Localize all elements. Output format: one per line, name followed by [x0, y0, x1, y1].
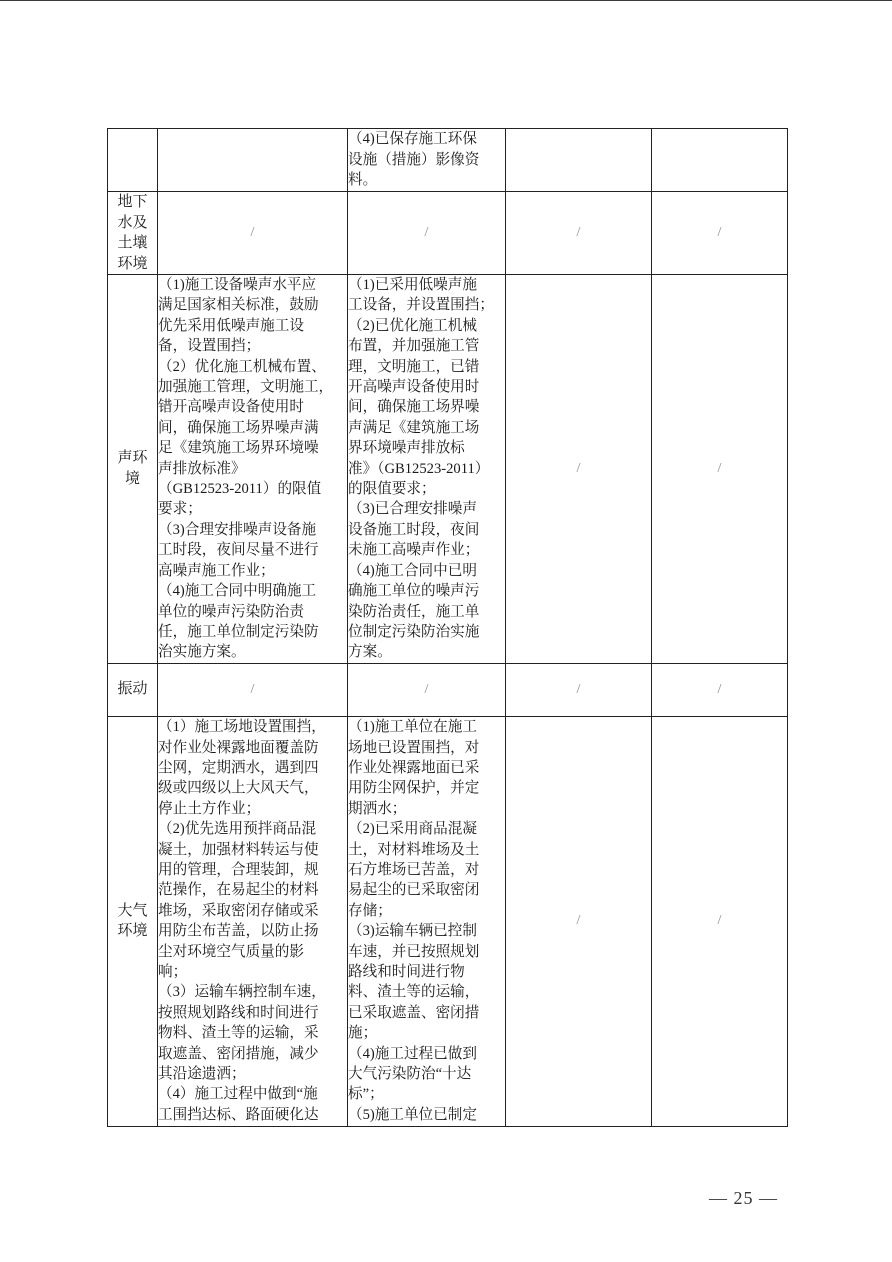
category-cell: [108, 275, 158, 664]
not-applicable-mark: /: [424, 681, 429, 697]
text-line: 路线和时间进行物: [348, 964, 465, 981]
text-line: 备，设置围挡；: [158, 338, 261, 355]
column-4-cell: [506, 663, 652, 716]
table-row: [108, 192, 788, 275]
text-line: 错开高噪声设备使用时: [158, 399, 304, 416]
not-applicable-mark: /: [717, 225, 722, 240]
column-4-text: [506, 459, 651, 479]
category-cell: [108, 716, 158, 1126]
requirement-cell: [158, 275, 348, 664]
column-5-text: [652, 911, 787, 931]
text-line: 停止土方作业；: [158, 800, 261, 817]
not-applicable-mark: /: [250, 681, 255, 697]
text-line: 车速，并已按照规划: [348, 943, 480, 960]
text-line: （3)已合理安排噪声: [348, 501, 477, 518]
text-line: 界环境噪声排放标: [348, 440, 465, 457]
text-line: 准》（GB12523-2011）: [348, 460, 490, 477]
text-line: （2）优化施工机械布置、: [158, 358, 326, 375]
text-line: 布置，并加强施工管: [348, 338, 480, 355]
category-label: [108, 901, 157, 942]
column-4-text: [506, 680, 651, 700]
text-line: 已采取遮盖、密闭措: [348, 1004, 480, 1021]
category-label: [108, 192, 157, 274]
text-line: 石方堆场已苦盖，对: [348, 862, 480, 878]
text-line: 满足国家相关标准，鼓励: [158, 297, 319, 314]
implementation-cell: [348, 275, 506, 664]
implementation-text: [348, 680, 505, 700]
not-applicable-mark: /: [424, 225, 429, 240]
text-line: 堆场，采取密闭存储或采: [158, 902, 319, 919]
column-5-text: [652, 223, 787, 243]
column-5-text: [652, 680, 787, 700]
implementation-text: [348, 129, 505, 190]
text-line: （5)施工单位已制定: [348, 1106, 477, 1123]
not-applicable-mark: /: [576, 913, 581, 929]
text-line: 地下: [117, 194, 148, 210]
text-line: （1)施工设备噪声水平应: [158, 277, 317, 293]
page-top-rule: [0, 0, 892, 1]
text-line: （4)已保存施工环保: [348, 131, 477, 148]
text-line: 尘网，定期洒水，遇到四: [158, 759, 319, 776]
requirement-text: [158, 275, 347, 663]
text-line: 的限值要求；: [348, 481, 436, 498]
text-line: （3）运输车辆控制车速，: [158, 984, 326, 1001]
text-line: 易起尘的已采取密闭: [348, 882, 480, 899]
text-line: 间，确保施工场界噪声满: [158, 419, 319, 436]
column-4-text: [506, 911, 651, 931]
text-line: 范操作，在易起尘的材料: [158, 882, 319, 899]
text-line: 大气污染防治“十达: [348, 1066, 472, 1083]
column-4-cell: [506, 275, 652, 664]
not-applicable-mark: /: [576, 460, 581, 476]
text-line: 响；: [158, 964, 188, 981]
text-line: 对作业处裸露地面覆盖防: [158, 739, 319, 756]
text-line: 间，确保施工场界噪: [348, 399, 480, 416]
text-line: 工设备，并设置围挡；: [348, 297, 494, 314]
text-line: 境: [124, 470, 140, 487]
text-line: 开高噪声设备使用时: [348, 379, 480, 396]
requirement-text: [158, 717, 347, 1125]
text-line: 加强施工管理，文明施工，: [158, 379, 334, 396]
implementation-cell: [348, 663, 506, 716]
text-line: 施；: [348, 1025, 378, 1042]
text-line: 大气: [117, 902, 148, 919]
column-5-cell: [652, 663, 788, 716]
category-cell: [108, 129, 158, 192]
text-line: （4)施工合同中明确施工: [158, 583, 317, 600]
category-label: [108, 448, 157, 489]
text-line: （2)优先选用预拌商品混: [158, 821, 317, 838]
text-line: 尘对环境空气质量的影: [158, 943, 304, 960]
text-line: 土壤: [117, 235, 148, 251]
table-row: [108, 663, 788, 716]
text-line: 振动: [117, 681, 148, 698]
text-line: （GB12523-2011）的限值: [158, 481, 322, 498]
text-line: 存储；: [348, 902, 392, 919]
text-line: （1)施工单位在施工: [348, 719, 477, 736]
not-applicable-mark: /: [576, 225, 581, 240]
not-applicable-mark: /: [717, 913, 722, 929]
implementation-text: [348, 223, 505, 243]
not-applicable-mark: /: [576, 681, 581, 697]
text-line: 场地已设置围挡，对: [348, 739, 480, 756]
category-cell: [108, 192, 158, 275]
text-line: 声满足《建筑施工场: [348, 419, 480, 436]
text-line: 声环: [117, 450, 148, 467]
implementation-cell: [348, 129, 506, 192]
not-applicable-mark: /: [717, 681, 722, 697]
page-number: — 25 —: [709, 1188, 778, 1208]
text-line: （4)施工合同中已明: [348, 562, 477, 579]
implementation-cell: [348, 716, 506, 1126]
text-line: 水及: [117, 214, 148, 231]
table-row: [108, 275, 788, 664]
text-line: （1)已采用低噪声施: [348, 277, 477, 293]
implementation-text: [348, 717, 505, 1125]
text-line: 物料、渣土等的运输，采: [158, 1025, 319, 1042]
text-line: 用防尘布苦盖，以防止扬: [158, 923, 319, 940]
text-line: 设备施工时段，夜间: [348, 521, 480, 538]
text-line: （4)施工过程已做到: [348, 1045, 477, 1062]
column-5-cell: [652, 129, 788, 192]
requirement-cell: [158, 663, 348, 716]
text-line: 取遮盖、密闭措施，减少: [158, 1045, 319, 1062]
requirement-cell: [158, 192, 348, 275]
text-line: 用的管理，合理装卸，规: [158, 862, 319, 878]
text-line: 任，施工单位制定污染防: [158, 623, 319, 640]
text-line: （1）施工场地设置围挡，: [158, 719, 326, 736]
text-line: 理，文明施工，已错: [348, 358, 480, 375]
text-line: 工围挡达标、路面硬化达: [158, 1106, 319, 1123]
text-line: （2)已采用商品混凝: [348, 821, 477, 838]
text-line: 确施工单位的噪声污: [348, 583, 480, 600]
category-cell: [108, 663, 158, 716]
text-line: 设施（措施）影像资: [348, 151, 480, 168]
text-line: 作业处裸露地面已采: [348, 759, 480, 776]
text-line: （2)已优化施工机械: [348, 317, 477, 334]
text-line: （3)运输车辆已控制: [348, 923, 477, 940]
text-line: 用防尘网保护，并定: [348, 780, 480, 797]
column-4-cell: [506, 129, 652, 192]
environmental-measures-table: [107, 128, 788, 1127]
text-line: 其沿途遗洒；: [158, 1066, 246, 1083]
implementation-text: [348, 275, 505, 663]
text-line: 料。: [348, 172, 378, 189]
column-4-text: [506, 223, 651, 243]
implementation-cell: [348, 192, 506, 275]
column-5-cell: [652, 275, 788, 664]
requirement-cell: [158, 129, 348, 192]
text-line: 凝土，加强材料转运与使: [158, 841, 319, 858]
text-line: 染防治责任，施工单: [348, 603, 480, 620]
text-line: 标”；: [348, 1086, 384, 1103]
not-applicable-mark: /: [717, 460, 722, 476]
text-line: 足《建筑施工场界环境噪: [158, 440, 319, 457]
text-line: 级或四级以上大风天气，: [158, 780, 319, 797]
text-line: 单位的噪声污染防治责: [158, 603, 304, 620]
column-4-cell: [506, 192, 652, 275]
text-line: 高噪声施工作业；: [158, 562, 275, 579]
text-line: 土，对材料堆场及土: [348, 841, 480, 858]
text-line: （3)合理安排噪声设备施: [158, 521, 317, 538]
column-4-cell: [506, 716, 652, 1126]
text-line: 位制定污染防治实施: [348, 623, 480, 640]
text-line: 优先采用低噪声施工设: [158, 317, 304, 334]
text-line: （4）施工过程中做到“施: [158, 1086, 318, 1103]
column-5-text: [652, 459, 787, 479]
text-line: 料、渣土等的运输，: [348, 984, 480, 1001]
table-row: [108, 129, 788, 192]
requirement-text: [158, 223, 347, 243]
not-applicable-mark: /: [250, 225, 255, 240]
requirement-text: [158, 680, 347, 700]
column-5-cell: [652, 192, 788, 275]
text-line: 治实施方案。: [158, 644, 246, 661]
text-line: 要求；: [158, 501, 202, 518]
text-line: 声排放标准》: [158, 460, 246, 477]
text-line: 环境: [117, 255, 148, 272]
category-label: [108, 679, 157, 700]
requirement-cell: [158, 716, 348, 1126]
text-line: 未施工高噪声作业；: [348, 542, 480, 559]
text-line: 工时段，夜间尽量不进行: [158, 542, 319, 559]
text-line: 方案。: [348, 644, 392, 661]
text-line: 按照规划路线和时间进行: [158, 1004, 319, 1021]
text-line: 期洒水；: [348, 800, 407, 817]
table-row: [108, 716, 788, 1126]
text-line: 环境: [117, 923, 148, 940]
column-5-cell: [652, 716, 788, 1126]
